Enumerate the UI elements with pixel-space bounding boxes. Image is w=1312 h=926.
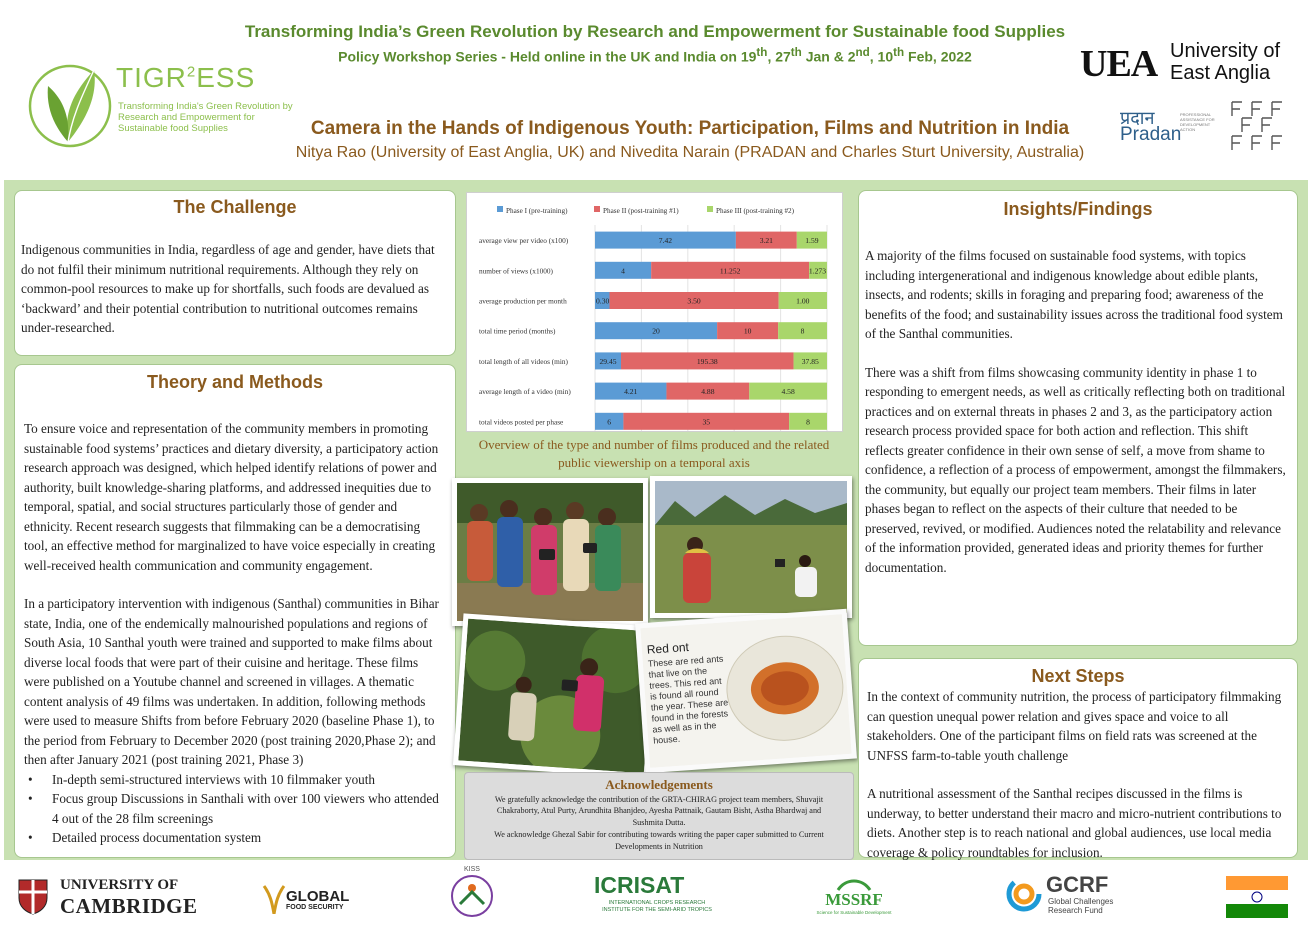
icrisat-logo xyxy=(594,872,720,920)
field-filming-image xyxy=(655,481,847,613)
insights-heading: Insights/Findings xyxy=(1003,199,1153,219)
photo-red-ant-frame xyxy=(635,609,857,773)
subtitle-part: , 10 xyxy=(869,48,894,65)
theory-paragraph: In a participatory intervention with indigenous (Santhal) communities in Bihar state, India, one of the endemically malnourished populations and regions of South Asia, 10 Santhal youth were trained and supported to make films about diverse local foods that were part of their cuisine and heritage. These films were published on a Youtube channel and screened in villages. A thematic content analysis of 49 films was undertaken. In addition, following methods were used to measure Shifts from before February 2020 (baseline Phase 1), to the period from February to December 2020 (post training 2020,Phase 2); and then after January 2021 (post training 2021, Phase 3) xyxy=(24,596,439,767)
icrisat-line: INSTITUTE FOR THE SEMI-ARID TROPICS xyxy=(602,907,712,913)
bar-value-label: 7.42 xyxy=(658,236,673,246)
subtitle-sup: th xyxy=(756,46,768,59)
note-title: Red ont xyxy=(646,639,690,657)
workshop-title: Transforming India’s Green Revolution by Research and Empowerment for Sustainable food Supplies xyxy=(244,22,1066,41)
acknowledgements xyxy=(464,772,854,860)
gfs-logo xyxy=(262,882,362,918)
ack-text: We gratefully acknowledge the contribution of the GRTA-CHIRAG project team members, Shuvajit Chakraborty, Atul Purty, Arundhita Bhanjdeo, Ayesha Pattnaik, Gautam Bisht, Astha Bhardwaj and Sushmita Dutta. xyxy=(494,795,824,827)
mssrf-tagline: Science for Sustainable Development xyxy=(816,910,892,915)
challenge-card xyxy=(14,190,456,356)
cambridge-line2: CAMBRIDGE xyxy=(60,894,198,918)
bar-value-label: 4 xyxy=(621,266,625,276)
uea-name xyxy=(1170,40,1280,84)
tigress-tagline: Transforming India's Green Revolution by Research and Empowerment for Sustainable food Supplies xyxy=(118,101,293,134)
gcrf-line: Global Challenges xyxy=(1048,897,1114,906)
uea-logo xyxy=(1080,38,1290,88)
insights-card xyxy=(858,190,1298,646)
forest-filming-image xyxy=(458,619,653,774)
challenge-heading: The Challenge xyxy=(173,197,297,217)
bar-value-label: 8 xyxy=(800,326,805,336)
challenge-text: Indigenous communities in India, regardless of age and gender, have diets that do not fulfil their minimum nutritional requirements. Although they rely on common-pool resources to make up for shortfalls, such foods are devalued as ‘backward’ and their potential contribution to nutritional outcomes remains under-researched. xyxy=(21,242,435,335)
legend-swatch xyxy=(594,206,600,212)
uea-line: East Anglia xyxy=(1170,62,1271,84)
subtitle-sup: th xyxy=(790,46,802,59)
subtitle-part: Feb, 2022 xyxy=(904,48,972,65)
icrisat-name: ICRISAT xyxy=(594,872,685,898)
category-label: average length of a video (min) xyxy=(479,387,571,397)
next-steps-card xyxy=(858,658,1298,858)
kiss-name: KISS xyxy=(464,866,480,873)
women-with-camera-image xyxy=(457,483,643,621)
gcrf-name: GCRF xyxy=(1046,872,1109,897)
icrisat-line: INTERNATIONAL CROPS RESEARCH xyxy=(608,900,706,906)
bar-value-label: 8 xyxy=(806,417,810,427)
category-label: total videos posted per phase xyxy=(479,417,564,427)
cambridge-line1: UNIVERSITY OF xyxy=(60,877,179,893)
mssrf-logo xyxy=(814,878,894,922)
phase-chart xyxy=(466,192,843,432)
kiss-logo xyxy=(440,866,510,922)
bar-value-label: 195.38 xyxy=(696,356,718,366)
list-item: • In-depth semi-structured interviews with 10 filmmaker youth xyxy=(24,770,447,790)
next-steps-paragraph: A nutritional assessment of the Santhal recipes discussed in the films is underway, to better understand their macro and micro-nutrient contributions to diets. Another step is to reach national and global audiences, use local media coverage & policy roundtables for inclusion. xyxy=(867,786,1282,860)
subtitle-sup: nd xyxy=(855,46,870,59)
bar-value-label: 1.59 xyxy=(805,236,819,246)
theory-body xyxy=(15,393,455,848)
chart-legend xyxy=(497,206,795,215)
uea-mark: UEA xyxy=(1080,43,1158,85)
legend-entry: Phase III (post-training #2) xyxy=(716,207,795,215)
category-label: average view per video (x100) xyxy=(479,236,569,246)
cambridge-logo xyxy=(18,876,218,920)
methods-list xyxy=(24,770,447,848)
gfs-line1: GLOBAL xyxy=(286,888,350,905)
tigress-leaf-icon xyxy=(24,56,116,152)
bar-value-label: 20 xyxy=(652,326,660,336)
workshop-subtitle xyxy=(180,46,1130,65)
bar-value-label: 3.50 xyxy=(687,296,701,306)
gcrf-line: Research Fund xyxy=(1048,906,1103,915)
partner-grid-logo-icon xyxy=(1226,98,1290,154)
tigress-text-a: TIGR xyxy=(116,62,187,93)
ack-text: We acknowledge Ghezal Sabir for contributing towards writing the paper caper submitted to Current Developments in Nutrition xyxy=(494,830,824,851)
legend-swatch xyxy=(497,206,503,212)
bar-value-label: 4.88 xyxy=(701,387,715,397)
bar-value-label: 4.21 xyxy=(624,387,638,397)
bar-value-label: 1.273 xyxy=(808,266,826,276)
pradan-name: Pradan xyxy=(1120,124,1182,145)
poster-authors: Nitya Rao (University of East Anglia, UK) and Nivedita Narain (PRADAN and Charles Sturt University, Australia) xyxy=(295,144,1085,161)
gcrf-circle-icon xyxy=(1006,876,1042,912)
next-steps-body xyxy=(859,687,1297,862)
chart-caption: Overview of the type and number of films produced and the related public viewership on a temporal axis xyxy=(478,437,830,470)
chart-bars xyxy=(479,232,827,430)
bar-value-label: 3.21 xyxy=(759,236,773,246)
note-text: These are red ants that live on the trees. This red ant is found all round the year. These are found in the forests as well as in the house. xyxy=(647,653,729,746)
bar-value-label: 35 xyxy=(702,417,711,427)
photo-field-filming xyxy=(650,476,852,618)
tigress-logo-text xyxy=(116,62,255,94)
bar-value-label: 37.85 xyxy=(801,356,819,366)
bar-value-label: 29.45 xyxy=(599,356,617,366)
theory-paragraph: To ensure voice and representation of the community members in promoting sustainable food systems’ practices and dietary diversity, a participatory action research approach was designed, which helped identify relations of power and authority, built knowledge-sharing platforms, and addressed inequities due to temporal, spatial, and social structures particularly those of gender and ethnicity. Recent research suggests that filmmaking can be a democratising tool, an effective method for marginalized to have voice especially in creating well-received health communication and community engagement. xyxy=(24,421,439,573)
bar-value-label: 10 xyxy=(743,326,752,336)
next-steps-heading: Next Steps xyxy=(1031,666,1125,686)
tigress-text-b: ESS xyxy=(196,62,256,93)
legend-swatch xyxy=(707,206,713,212)
category-label: number of views (x1000) xyxy=(479,266,553,276)
insights-body xyxy=(859,220,1297,577)
category-label: total length of all videos (min) xyxy=(479,356,568,366)
theory-card xyxy=(14,364,456,858)
insights-paragraph: A majority of the films focused on sustainable food systems, with topics including intergenerational and indigenous knowledge about edible plants, insects, and rodents; skills in foraging and preparing food; awareness of the benefits of the food; and sustainability issues across the traditional food system of the Santhal communities. xyxy=(865,248,1283,341)
ack-heading: Acknowledgements xyxy=(605,777,713,792)
legend-entry: Phase I (pre-training) xyxy=(506,207,568,215)
tigress-sup: 2 xyxy=(186,63,197,81)
gfs-line2: FOOD SECURITY xyxy=(286,904,344,911)
icrisat-fullname xyxy=(594,900,720,914)
photo-forest-filming xyxy=(453,613,659,778)
bar-value-label: 11.252 xyxy=(719,266,741,276)
chart-svg xyxy=(467,193,842,431)
photo-group-women xyxy=(452,478,648,626)
gcrf-logo xyxy=(1006,872,1126,920)
india-flag-icon xyxy=(1226,876,1288,918)
mssrf-name: MSSRF xyxy=(825,890,883,909)
subtitle-sup: th xyxy=(893,46,905,59)
bar-value-label: 1.00 xyxy=(796,296,810,306)
cambridge-shield-icon xyxy=(18,879,48,915)
theory-heading: Theory and Methods xyxy=(146,372,323,392)
pradan-mark: प्रदान xyxy=(1120,108,1155,129)
subtitle-part: Jan & 2 xyxy=(801,48,856,65)
bar-value-label: 0.30 xyxy=(596,296,610,306)
bar-value-label: 6 xyxy=(607,417,612,427)
legend-entry: Phase II (post-training #1) xyxy=(603,207,679,215)
uea-line: University of xyxy=(1170,40,1281,62)
kiss-circle-icon xyxy=(444,874,500,922)
insights-paragraph: There was a shift from films showcasing community identity in phase 1 to responding to emergent needs, as well as critically reflecting both on traditional practices and on external threats in phases 2 and 3, as the participatory action research process provided space for both action and reflection. This shift reflects greater confidence in their own sense of self, a move from shame to confidence, a reflection of a process of empowerment, amongst the filmmakers, the community, but equally our project team members. Their films in later phases began to reflect on the aspects of their culture that needed to be preserved, revived, or modified. Audiences noted the relatability and relevance of the information provided, generated ideas and priority themes for further documentation. xyxy=(865,364,1286,575)
poster-title: Camera in the Hands of Indigenous Youth: Participation, Films and Nutrition in India xyxy=(310,118,1070,139)
list-item: • Detailed process documentation system xyxy=(24,828,447,848)
gcrf-fullname xyxy=(1048,897,1113,915)
category-label: total time period (months) xyxy=(479,326,556,336)
category-label: average production per month xyxy=(479,296,567,306)
subtitle-part: Policy Workshop Series - Held online in the UK and India on 19 xyxy=(338,48,757,65)
pradan-logo xyxy=(1120,106,1220,148)
list-item: • Focus group Discussions in Santhali with over 100 viewers who attended 4 out of the 28 film screenings xyxy=(24,789,447,828)
pradan-fineprint: PROFESSIONAL ASSISTANCE FOR DEVELOPMENT ACTION xyxy=(1180,112,1215,132)
gfs-wheat-icon xyxy=(262,884,286,914)
bar-value-label: 4.58 xyxy=(781,387,795,397)
subtitle-part: , 27 xyxy=(767,48,791,65)
next-steps-paragraph: In the context of community nutrition, the process of participatory filmmaking can question unequal power relation and gives space and voice to all stakeholders. One of the participant films on field rats was screened at the UNFSS farm-to-table youth challenge xyxy=(867,689,1282,763)
